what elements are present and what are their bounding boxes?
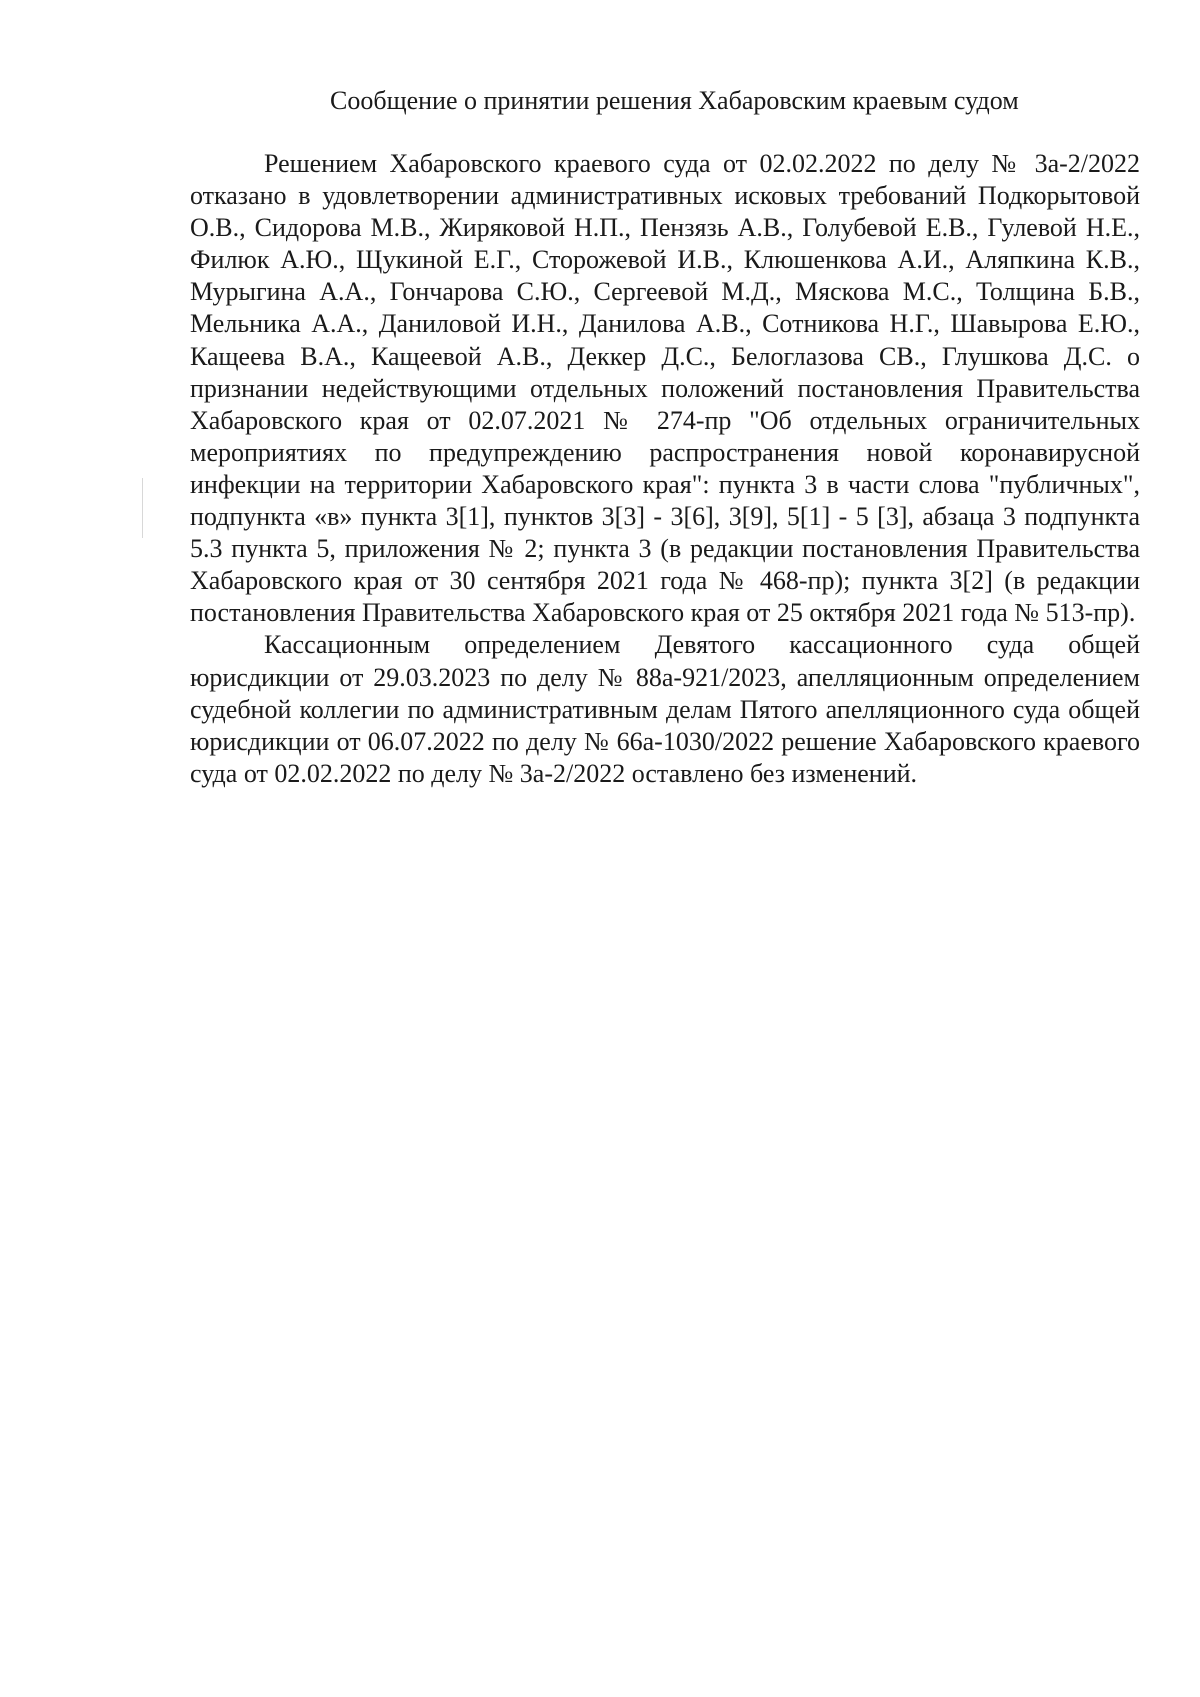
paragraph-court-decision: Решением Хабаровского краевого суда от 02.02.2022 по делу № 3а-2/2022 отказано в удовлетворении административных исковых требований Подкорытовой О.В., Сидорова М.В., Жиряковой Н.П., Пензязь А.В., Голубевой Е.В., Гулевой Н.Е., Филюк А.Ю., Щукиной Е.Г., Сторожевой И.В., Клюшенкова А.И., Аляпкина К.В., Мурыгина А.А., Гончарова С.Ю., Сергеевой М.Д., Мяскова М.С., Толщина Б.В., Мельника А.А., Даниловой И.Н., Данилова А.В., Сотникова Н.Г., Шавырова Е.Ю., Кащеева В.А., Кащеевой А.В., Деккер Д.С., Белоглазова СВ., Глушкова Д.С. о признании недействующими отдельных положений постановления Правительства Хабаровского края от 02.07.2021 № 274-пр "Об отдельных ограничительных мероприятиях по предупреждению распространения новой коронавирусной инфекции на территории Хабаровского края": пункта 3 в части слова "публичных", подпункта «в» пункта 3[1], пунктов 3[3] - 3[6], 3[9], 5[1] - 5 [3], абзаца 3 подпункта 5.3 пункта 5, приложения № 2; пункта 3 (в редакции постановления Правительства Хабаровского края от 30 сентября 2021 года № 468-пр); пункта 3[2] (в редакции постановления Правительства Хабаровского края от 25 октября 2021 года № 513-пр). [190,149,1140,628]
document-body [190,148,1140,790]
scan-margin-mark [142,478,143,538]
paragraph-appeal-outcome: Кассационным определением Девятого кассационного суда общей юрисдикции от 29.03.2023 по делу № 88а-921/2023, апелляционным определением судебной коллегии по административным делам Пятого апелляционного суда общей юрисдикции от 06.07.2022 по делу № 66а-1030/2022 решение Хабаровского краевого суда от 02.02.2022 по делу № 3а-2/2022 оставлено без изменений. [190,630,1140,788]
document-title: Сообщение о принятии решения Хабаровским краевым судом [330,86,1019,115]
